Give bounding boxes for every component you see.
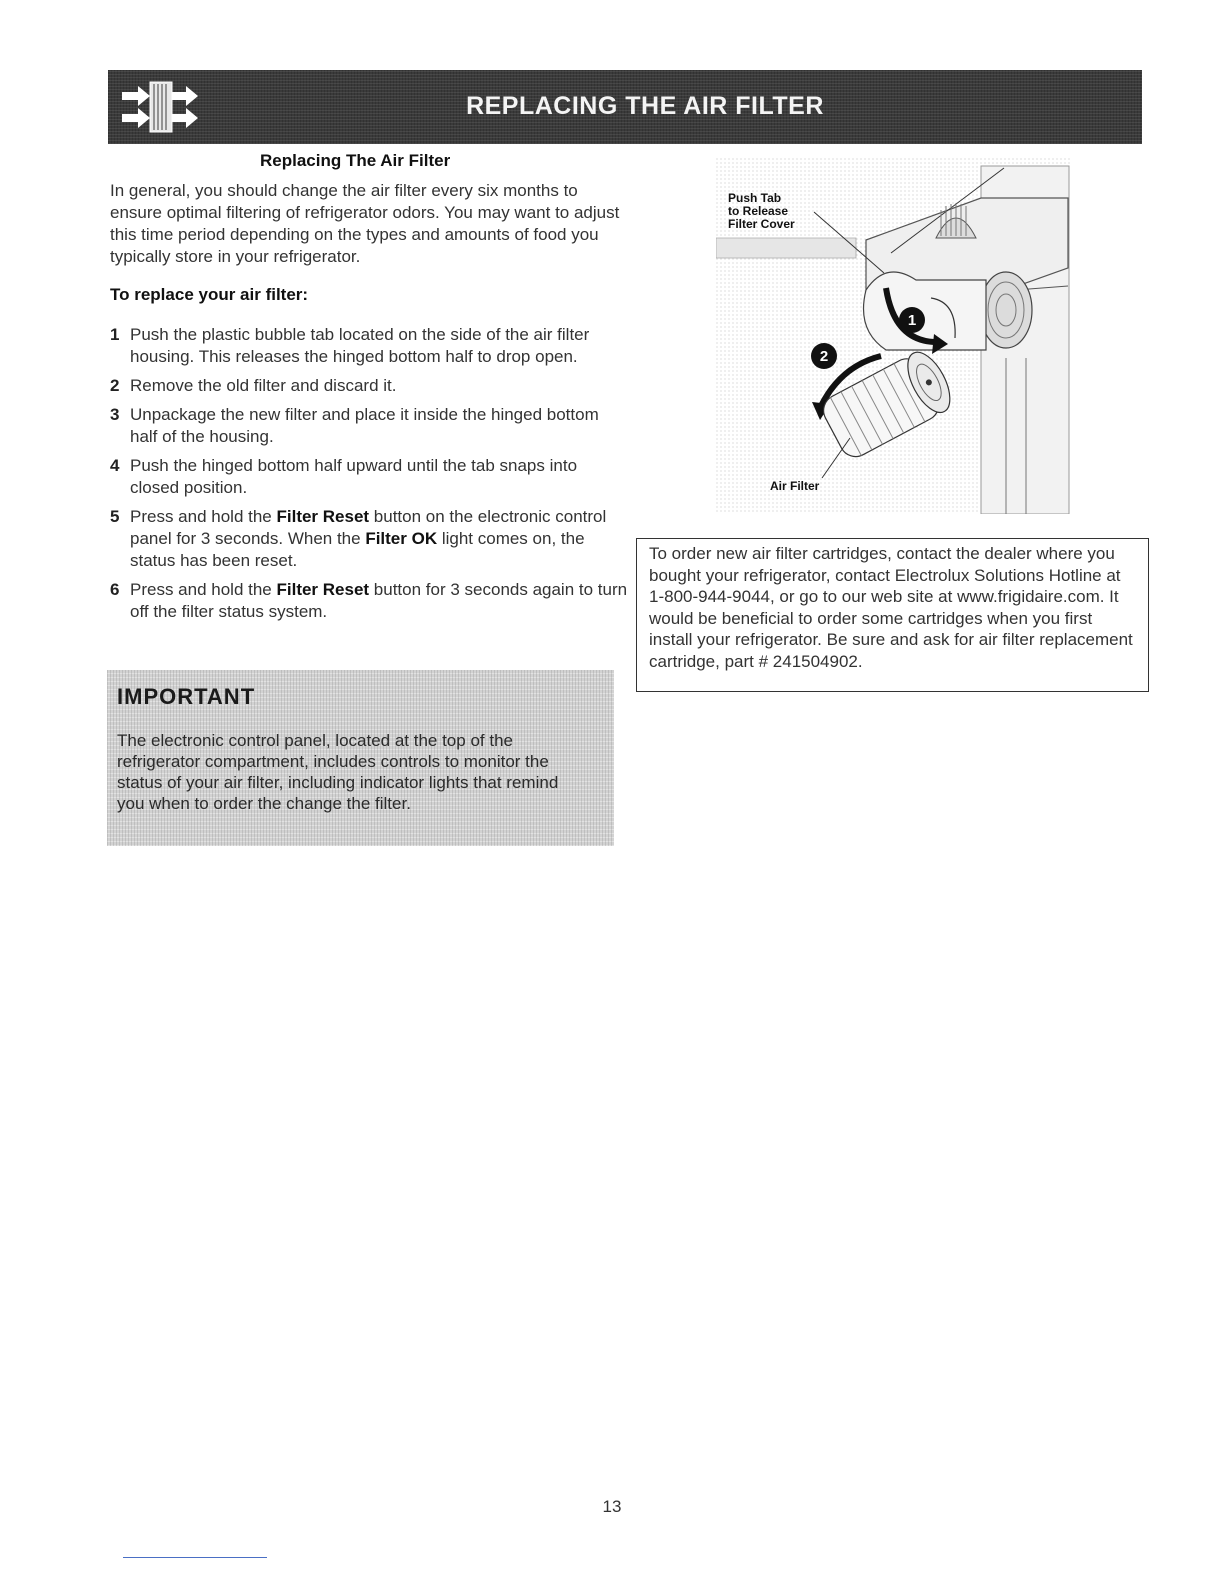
step-number: 1: [110, 325, 120, 344]
steps-heading: To replace your air filter:: [110, 285, 309, 304]
step-number: 4: [110, 456, 120, 475]
steps-list: [110, 324, 630, 630]
push-tab-label: to Release: [728, 204, 789, 218]
list-item: [110, 324, 630, 368]
step-number: 5: [110, 507, 120, 526]
list-item: [110, 455, 630, 499]
step-text: Push the hinged bottom half upward until the tab snaps into closed position.: [130, 456, 578, 497]
push-tab-label: Filter Cover: [728, 217, 795, 231]
step-number: 2: [110, 376, 120, 395]
air-filter-illustration: [716, 158, 1072, 514]
air-filter-label: Air Filter: [770, 479, 820, 493]
step-text-part: Press and hold the: [130, 507, 277, 526]
push-tab-label: Push Tab: [728, 191, 782, 205]
banner-title: REPLACING THE AIR FILTER: [466, 92, 824, 120]
section-title: Replacing The Air Filter: [260, 151, 451, 170]
step-number: 6: [110, 580, 120, 599]
step-text: Push the plastic bubble tab located on the side of the air filter housing. This releases the hinged bottom half to drop open.: [130, 325, 590, 366]
step-text: Unpackage the new filter and place it inside the hinged bottom half of the housing.: [130, 405, 599, 446]
step-text-part: button on the electronic control panel for 3 seconds. When the: [130, 507, 607, 548]
filter-ok-term: Filter OK: [365, 529, 438, 548]
step-text-part: Press and hold the: [130, 580, 277, 599]
list-item: [110, 375, 630, 397]
list-item: [110, 506, 630, 572]
page-number: 13: [602, 1497, 622, 1516]
section-banner: [108, 70, 1142, 144]
important-title: IMPORTANT: [117, 684, 256, 709]
list-item: [110, 404, 630, 448]
filter-reset-term: Filter Reset: [276, 507, 370, 526]
filter-reset-term: Filter Reset: [276, 580, 370, 599]
intro-paragraph: In general, you should change the air filter every six months to ensure optimal filtering of refrigerator odors. You may want to adjust this time period depending on the types and amounts of food you typically store in your refrigerator.: [110, 181, 620, 266]
step-text-part: light comes on, the status has been reset.: [130, 529, 585, 570]
important-callout: [107, 670, 614, 846]
step-number: 3: [110, 405, 120, 424]
step-2-marker: 2: [819, 348, 829, 365]
footer-rule: [123, 1557, 267, 1558]
important-text: The electronic control panel, located at the top of the refrigerator compartment, includes controls to monitor the status of your air filter, including indicator lights that remind you when to order the change the filter.: [117, 731, 559, 813]
step-text: Remove the old filter and discard it.: [130, 376, 397, 395]
list-item: [110, 579, 630, 623]
order-note-text: To order new air filter cartridges, contact the dealer where you bought your refrigerator, contact Electrolux Solutions Hotline at 1-800-944-9044, or go to our web site at www.frigidaire.com. It would be beneficial to order some cartridges when you first install your refrigerator. Be sure and ask for air filter replacement cartridge, part # 241504902.: [649, 544, 1133, 671]
step-text-part: button for 3 seconds again to turn off the filter status system.: [130, 580, 628, 621]
step-1-marker: 1: [907, 312, 917, 329]
order-note-box: [636, 538, 1149, 692]
